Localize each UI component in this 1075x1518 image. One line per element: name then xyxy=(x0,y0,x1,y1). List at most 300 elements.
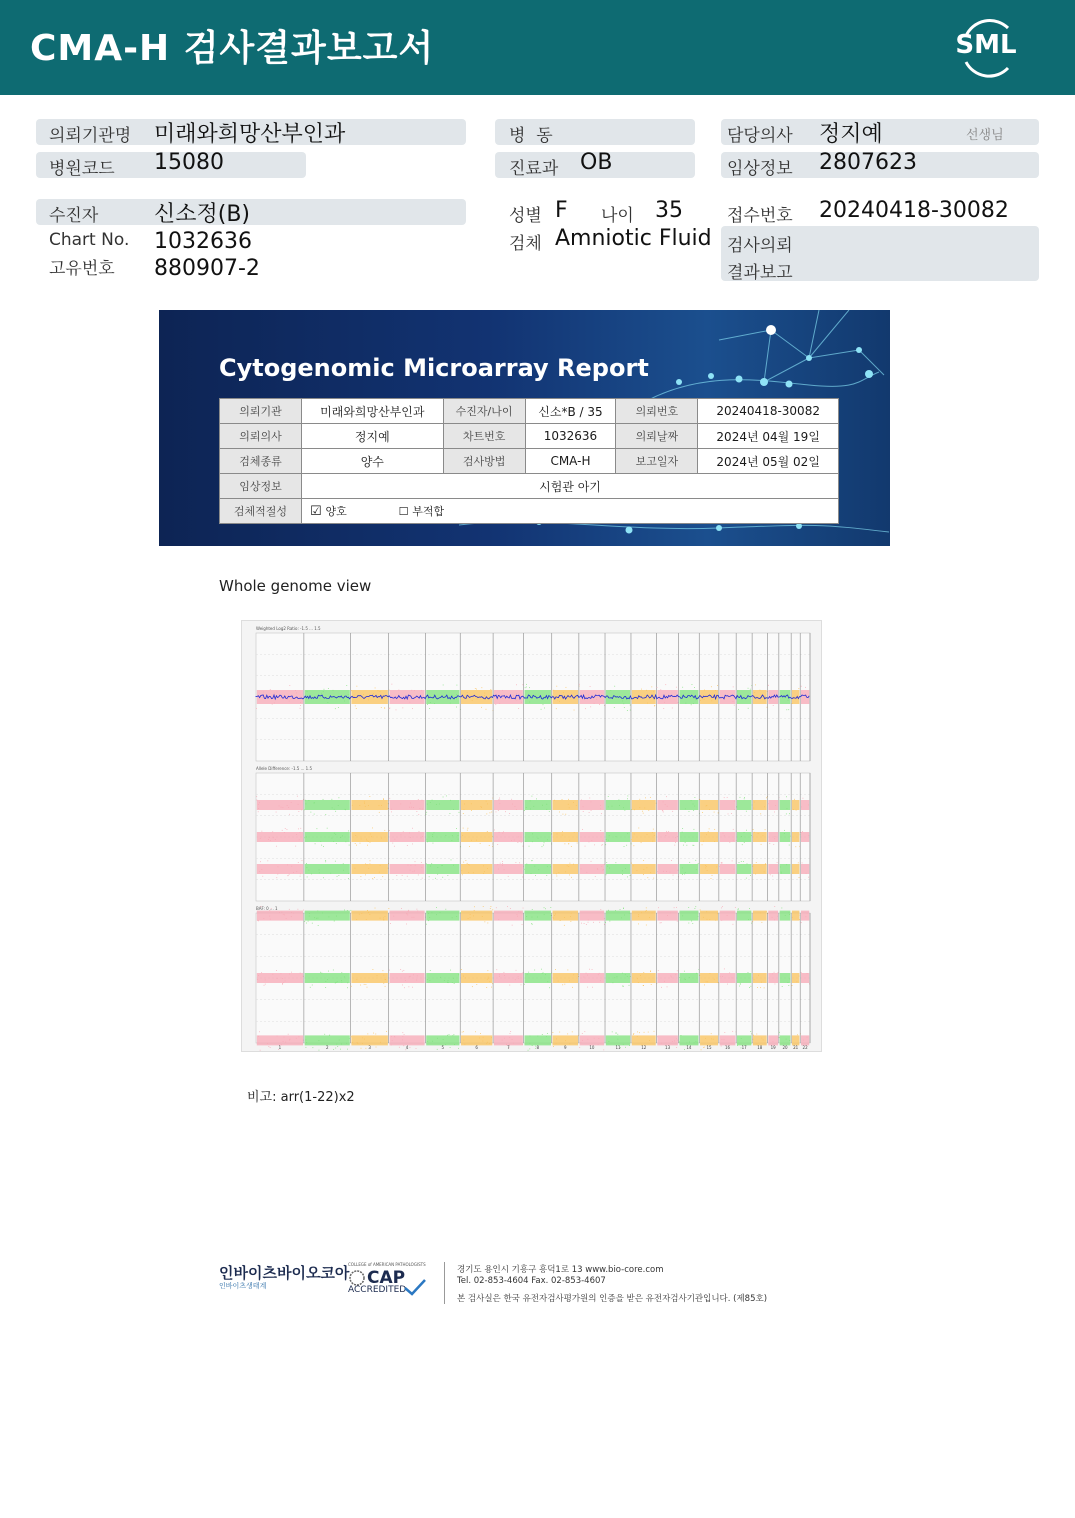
data-point xyxy=(334,921,335,922)
data-point xyxy=(601,866,602,867)
data-point xyxy=(403,970,404,971)
data-point xyxy=(270,1047,271,1048)
data-point xyxy=(549,987,550,988)
data-point xyxy=(516,700,517,701)
data-point xyxy=(422,878,423,879)
chromosome-label: 16 xyxy=(724,1045,731,1050)
data-point xyxy=(525,687,526,688)
data-point xyxy=(689,1042,690,1043)
data-point xyxy=(271,908,272,909)
data-point xyxy=(633,1033,634,1034)
table-row xyxy=(220,474,839,499)
chromosome-band xyxy=(305,864,350,874)
data-point xyxy=(429,917,430,918)
data-point xyxy=(786,814,787,815)
data-point xyxy=(569,1043,570,1044)
data-point xyxy=(694,687,695,688)
data-point xyxy=(421,838,422,839)
data-point xyxy=(706,911,707,912)
data-point xyxy=(676,687,677,688)
data-point xyxy=(356,686,357,687)
data-point xyxy=(476,689,477,690)
data-point xyxy=(568,843,569,844)
data-point xyxy=(456,916,457,917)
data-point xyxy=(703,841,704,842)
data-point xyxy=(453,978,454,979)
data-point xyxy=(409,833,410,834)
data-point xyxy=(592,987,593,988)
data-point xyxy=(365,874,366,875)
data-point xyxy=(365,984,366,985)
data-point xyxy=(317,910,318,911)
data-point xyxy=(802,863,803,864)
data-point xyxy=(625,1047,626,1048)
data-point xyxy=(260,1050,261,1051)
data-point xyxy=(410,976,411,977)
request-info-table xyxy=(219,398,839,524)
data-point xyxy=(486,814,487,815)
data-point xyxy=(499,832,500,833)
data-point xyxy=(328,688,329,689)
data-point xyxy=(415,865,416,866)
data-point xyxy=(305,800,306,801)
data-point xyxy=(529,1048,530,1049)
data-point xyxy=(368,868,369,869)
data-point xyxy=(609,921,610,922)
data-point xyxy=(789,813,790,814)
data-point xyxy=(385,979,386,980)
data-point xyxy=(774,906,775,907)
data-point xyxy=(722,976,723,977)
data-point xyxy=(565,1040,566,1041)
data-point xyxy=(777,916,778,917)
data-point xyxy=(537,917,538,918)
data-point xyxy=(293,872,294,873)
data-point xyxy=(321,973,322,974)
data-point xyxy=(383,918,384,919)
data-point xyxy=(664,702,665,703)
data-point xyxy=(309,916,310,917)
data-point xyxy=(486,801,487,802)
data-point xyxy=(608,796,609,797)
checked-checkbox-icon[interactable]: ☑ xyxy=(310,504,322,519)
data-point xyxy=(571,913,572,914)
footer-notice: 본 검사실은 한국 유전자검사평가원의 인증을 받은 유전자검사기관입니다. (제85호) xyxy=(457,1294,768,1304)
data-point xyxy=(770,874,771,875)
data-point xyxy=(746,830,747,831)
data-point xyxy=(502,861,503,862)
data-point xyxy=(442,865,443,866)
data-point xyxy=(356,979,357,980)
data-point xyxy=(740,797,741,798)
data-point xyxy=(545,974,546,975)
data-point xyxy=(713,1039,714,1040)
data-point xyxy=(409,976,410,977)
chromosome-band xyxy=(524,911,550,921)
data-point xyxy=(298,862,299,863)
data-point xyxy=(712,875,713,876)
data-point xyxy=(348,878,349,879)
data-point xyxy=(721,920,722,921)
data-point xyxy=(625,974,626,975)
clinical-info-header: 임상정보 xyxy=(220,474,302,499)
chromosome-label: 17 xyxy=(741,1045,747,1050)
data-point xyxy=(505,811,506,812)
data-point xyxy=(654,706,655,707)
data-point xyxy=(694,829,695,830)
data-point xyxy=(413,807,414,808)
data-point xyxy=(581,923,582,924)
data-point xyxy=(792,917,793,918)
data-point xyxy=(440,912,441,913)
data-point xyxy=(610,690,611,691)
data-point xyxy=(421,862,422,863)
chromosome-band xyxy=(606,800,630,810)
data-point xyxy=(272,831,273,832)
data-point xyxy=(398,690,399,691)
data-point xyxy=(297,796,298,797)
data-point xyxy=(693,810,694,811)
data-point xyxy=(391,684,392,685)
data-point xyxy=(693,703,694,704)
data-point xyxy=(318,918,319,919)
data-point xyxy=(325,981,326,982)
data-point xyxy=(308,870,309,871)
data-point xyxy=(453,865,454,866)
data-point xyxy=(272,974,273,975)
cap-accredited-text: ACCREDITED xyxy=(348,1285,407,1295)
data-point xyxy=(300,876,301,877)
data-point xyxy=(629,985,630,986)
data-point xyxy=(657,687,658,688)
chromosome-band xyxy=(753,973,767,983)
data-point xyxy=(684,874,685,875)
data-point xyxy=(535,695,536,696)
data-point xyxy=(458,1048,459,1049)
data-point xyxy=(318,1040,319,1041)
data-point xyxy=(298,811,299,812)
data-point xyxy=(646,907,647,908)
data-point xyxy=(688,923,689,924)
data-point xyxy=(367,845,368,846)
data-point xyxy=(471,803,472,804)
data-point xyxy=(645,911,646,912)
data-point xyxy=(720,976,721,977)
data-point xyxy=(715,690,716,691)
data-point xyxy=(307,691,308,692)
data-point xyxy=(368,805,369,806)
chromosome-band xyxy=(801,832,809,842)
data-point xyxy=(587,1039,588,1040)
data-point xyxy=(598,974,599,975)
data-point xyxy=(312,923,313,924)
data-point xyxy=(488,978,489,979)
data-point xyxy=(718,813,719,814)
data-point xyxy=(788,985,789,986)
data-point xyxy=(335,983,336,984)
data-point xyxy=(586,924,587,925)
data-point xyxy=(408,986,409,987)
ward-label: 병 동 xyxy=(509,126,553,146)
data-point xyxy=(335,708,336,709)
chromosome-band xyxy=(792,832,799,842)
data-point xyxy=(741,1038,742,1039)
data-point xyxy=(806,873,807,874)
data-point xyxy=(608,1041,609,1042)
data-point xyxy=(392,1040,393,1041)
data-point xyxy=(323,877,324,878)
data-point xyxy=(552,1032,553,1033)
data-point xyxy=(288,1034,289,1035)
data-point xyxy=(422,800,423,801)
chromosome-band xyxy=(753,864,767,874)
data-point xyxy=(609,835,610,836)
data-point xyxy=(764,806,765,807)
data-point xyxy=(648,810,649,811)
data-point xyxy=(727,915,728,916)
data-point xyxy=(354,695,355,696)
data-point xyxy=(711,686,712,687)
data-point xyxy=(707,919,708,920)
data-point xyxy=(694,1042,695,1043)
chromosome-band xyxy=(720,800,736,810)
data-point xyxy=(302,860,303,861)
data-point xyxy=(399,1047,400,1048)
data-point xyxy=(597,868,598,869)
data-point xyxy=(792,985,793,986)
data-point xyxy=(391,1045,392,1046)
data-point xyxy=(260,861,261,862)
data-point xyxy=(722,862,723,863)
data-point xyxy=(504,869,505,870)
data-point xyxy=(303,910,304,911)
data-point xyxy=(631,839,632,840)
data-point xyxy=(555,969,556,970)
data-point xyxy=(437,1038,438,1039)
data-point xyxy=(488,977,489,978)
genome-view-title: Whole genome view xyxy=(219,577,372,595)
data-point xyxy=(689,811,690,812)
data-point xyxy=(512,925,513,926)
data-point xyxy=(789,1040,790,1041)
data-point xyxy=(639,807,640,808)
data-point xyxy=(512,804,513,805)
chromosome-band xyxy=(737,911,751,921)
data-point xyxy=(550,907,551,908)
data-point xyxy=(660,689,661,690)
data-point xyxy=(504,975,505,976)
footer-brand: 인바이츠바이오코아 xyxy=(219,1264,350,1282)
data-point xyxy=(734,705,735,706)
banner-title: Cytogenomic Microarray Report xyxy=(219,354,649,382)
data-point xyxy=(335,834,336,835)
chromosome-band xyxy=(580,973,605,983)
data-point xyxy=(558,872,559,873)
data-point xyxy=(450,800,451,801)
data-point xyxy=(283,807,284,808)
data-point xyxy=(279,805,280,806)
data-point xyxy=(500,863,501,864)
data-point xyxy=(627,833,628,834)
table-header-cell: 의뢰날짜 xyxy=(616,424,698,449)
chromosome-band xyxy=(737,1035,751,1045)
data-point xyxy=(565,814,566,815)
chromosome-band xyxy=(768,973,778,983)
chromosome-band xyxy=(257,1035,303,1045)
data-point xyxy=(746,878,747,879)
data-point xyxy=(464,804,465,805)
data-point xyxy=(681,1035,682,1036)
data-point xyxy=(755,874,756,875)
chromosome-band xyxy=(426,864,459,874)
data-point xyxy=(602,844,603,845)
data-point xyxy=(532,909,533,910)
data-point xyxy=(670,913,671,914)
data-point xyxy=(259,871,260,872)
unchecked-checkbox-icon[interactable]: ☐ xyxy=(398,505,409,518)
chromosome-band xyxy=(461,1035,492,1045)
data-point xyxy=(711,878,712,879)
data-point xyxy=(741,836,742,837)
data-point xyxy=(427,704,428,705)
data-point xyxy=(496,969,497,970)
chromosome-band xyxy=(351,832,387,842)
data-point xyxy=(748,972,749,973)
data-point xyxy=(432,834,433,835)
data-point xyxy=(274,703,275,704)
footer-address: 경기도 용인시 기흥구 흥덕1로 13 www.bio-core.com xyxy=(457,1265,664,1275)
data-point xyxy=(553,1046,554,1047)
data-point xyxy=(749,987,750,988)
data-point xyxy=(593,922,594,923)
data-point xyxy=(402,1036,403,1037)
chromosome-band xyxy=(524,864,550,874)
data-point xyxy=(277,978,278,979)
data-point xyxy=(799,877,800,878)
chromosome-label: 7 xyxy=(507,1045,510,1050)
data-point xyxy=(487,923,488,924)
data-point xyxy=(544,708,545,709)
data-point xyxy=(385,986,386,987)
data-point xyxy=(257,920,258,921)
data-point xyxy=(404,987,405,988)
data-point xyxy=(341,972,342,973)
data-point xyxy=(299,839,300,840)
data-point xyxy=(306,863,307,864)
data-point xyxy=(498,799,499,800)
data-point xyxy=(511,840,512,841)
data-point xyxy=(499,976,500,977)
data-point xyxy=(343,863,344,864)
chromosome-label: 2 xyxy=(325,1045,329,1050)
data-point xyxy=(365,1048,366,1049)
data-point xyxy=(517,842,518,843)
data-point xyxy=(594,703,595,704)
data-point xyxy=(526,807,527,808)
data-point xyxy=(582,1040,583,1041)
data-point xyxy=(549,811,550,812)
data-point xyxy=(793,873,794,874)
data-point xyxy=(402,971,403,972)
data-point xyxy=(524,810,525,811)
data-point xyxy=(265,980,266,981)
data-point xyxy=(684,979,685,980)
data-point xyxy=(432,836,433,837)
data-point xyxy=(603,869,604,870)
data-point xyxy=(753,1035,754,1036)
chromosome-band xyxy=(494,800,523,810)
data-point xyxy=(379,805,380,806)
data-point xyxy=(428,913,429,914)
data-point xyxy=(383,798,384,799)
data-point xyxy=(567,970,568,971)
data-point xyxy=(306,837,307,838)
data-point xyxy=(807,1037,808,1038)
receipt-label: 접수번호 xyxy=(727,206,793,226)
data-point xyxy=(429,876,430,877)
data-point xyxy=(606,874,607,875)
data-point xyxy=(279,912,280,913)
data-point xyxy=(282,978,283,979)
data-point xyxy=(556,873,557,874)
data-point xyxy=(750,875,751,876)
data-point xyxy=(721,862,722,863)
data-point xyxy=(275,839,276,840)
data-point xyxy=(394,839,395,840)
data-point xyxy=(325,987,326,988)
data-point xyxy=(291,698,292,699)
data-point xyxy=(612,806,613,807)
data-point xyxy=(515,979,516,980)
data-point xyxy=(421,867,422,868)
data-point xyxy=(754,979,755,980)
data-point xyxy=(325,814,326,815)
chromosome-band xyxy=(426,911,459,921)
data-point xyxy=(602,870,603,871)
data-point xyxy=(672,708,673,709)
data-point xyxy=(258,1043,259,1044)
data-point xyxy=(495,704,496,705)
data-point xyxy=(287,699,288,700)
data-point xyxy=(314,814,315,815)
data-point xyxy=(522,972,523,973)
data-point xyxy=(411,807,412,808)
data-point xyxy=(708,831,709,832)
data-point xyxy=(336,982,337,983)
data-point xyxy=(439,804,440,805)
data-point xyxy=(634,809,635,810)
data-point xyxy=(589,841,590,842)
data-point xyxy=(808,877,809,878)
chromosome-band xyxy=(494,1035,523,1045)
data-point xyxy=(384,708,385,709)
data-point xyxy=(528,972,529,973)
data-point xyxy=(300,828,301,829)
data-point xyxy=(709,809,710,810)
data-point xyxy=(714,979,715,980)
data-point xyxy=(565,843,566,844)
chromosome-band xyxy=(606,911,630,921)
data-point xyxy=(498,919,499,920)
data-point xyxy=(440,977,441,978)
chromosome-band xyxy=(257,864,303,874)
chromosome-band xyxy=(632,1035,656,1045)
data-point xyxy=(262,697,263,698)
data-point xyxy=(682,828,683,829)
data-point xyxy=(772,917,773,918)
data-point xyxy=(416,980,417,981)
data-point xyxy=(653,878,654,879)
